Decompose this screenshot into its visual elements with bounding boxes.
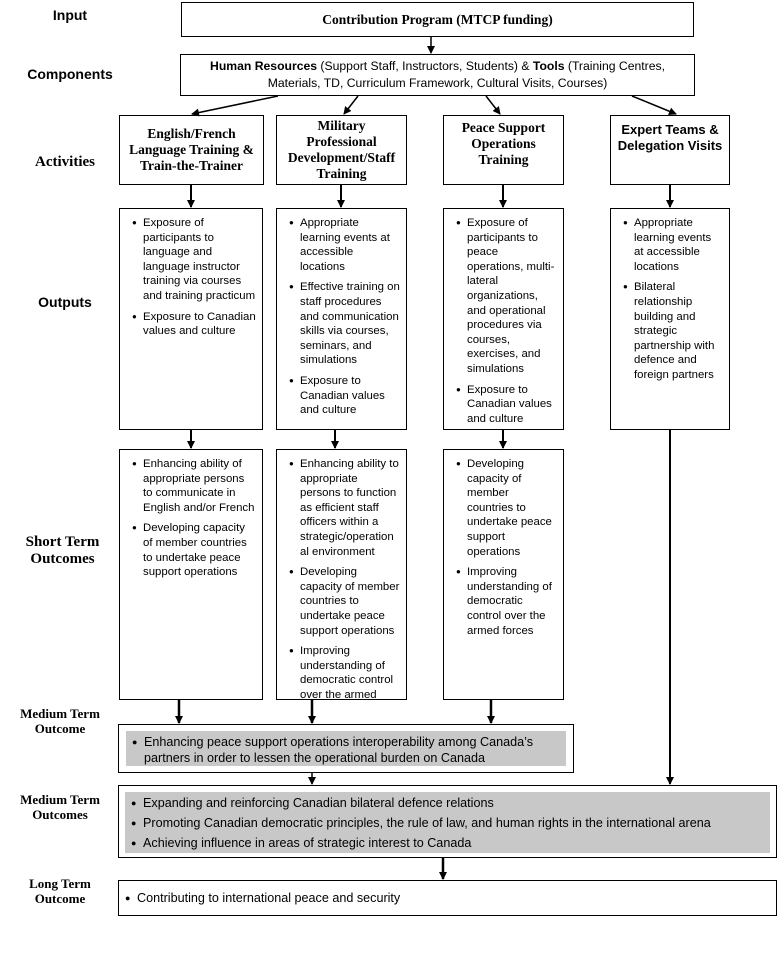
row-label-activities: Activities xyxy=(35,154,95,170)
list-item: ● Enhancing ability to appropriate persons to function as efficient staff officers within a strategic/operation al environment xyxy=(289,457,400,559)
row-label-long-term: Long Term Outcome xyxy=(29,876,91,906)
list-item: ● Appropriate learning events at accessible locations xyxy=(289,216,400,274)
list-item: ● Exposure of participants to peace operations, multi-lateral organizations, and operational procedures via courses, exercises, and simulations xyxy=(456,216,557,377)
list-item: ● Enhancing peace support operations interoperability among Canada’s partners in order to lessen the operational burden on Canada xyxy=(132,734,562,766)
list-item: ● Expanding and reinforcing Canadian bilateral defence relations xyxy=(131,795,766,811)
activity-peace-support-label: Peace Support Operations Training xyxy=(461,120,546,167)
list-item: ● Exposure to Canadian values and culture xyxy=(289,374,400,418)
row-label-input: Input xyxy=(52,7,88,23)
activity-language-training-label: English/French Language Training & Train-the-Trainer xyxy=(129,126,254,173)
row-label-outputs: Outputs xyxy=(38,294,92,310)
arrow-components-activity-4 xyxy=(632,96,676,114)
list-item: ● Improving understanding of democratic control over the armed forces xyxy=(456,565,557,638)
row-label-medium-term-2: Medium Term Outcomes xyxy=(20,792,100,822)
list-item: ● Achieving influence in areas of strategic interest to Canada xyxy=(131,835,766,851)
row-label-short-term: Short Term Outcomes xyxy=(25,534,100,567)
tools-label: Tools xyxy=(532,59,565,73)
list-item: ● Developing capacity of member countries to undertake peace support operations xyxy=(456,457,557,559)
row-label-components: Components xyxy=(27,66,113,82)
list-item: ● Enhancing ability of appropriate persons to communicate in English and/or French xyxy=(132,457,256,515)
row-label-medium-term-1: Medium Term Outcome xyxy=(20,706,100,736)
list-item: ● Improving understanding of democratic control over the armed xyxy=(289,644,400,702)
list-item: ● Bilateral relationship building and strategic partnership with defence and foreign partners xyxy=(623,280,723,382)
list-item: ● Appropriate learning events at accessible locations xyxy=(623,216,723,274)
input-box-text: Contribution Program (MTCP funding) xyxy=(322,11,553,27)
list-item: ● Exposure to Canadian values and culture xyxy=(132,310,256,339)
list-item: ● Developing capacity of member countries to undertake peace support operations xyxy=(132,521,256,579)
tools-detail: (Training Centres, Materials, TD, Curriculum Framework, Cultural Visits, Courses) xyxy=(267,59,665,90)
list-item: ● Effective training on staff procedures and communication skills via courses, seminars, and simulations xyxy=(289,280,400,368)
arrow-components-activity-3 xyxy=(486,96,500,114)
human-resources-detail: (Support Staff, Instructors, Students) & xyxy=(317,59,533,73)
list-item: ● Exposure of participants to language and language instructor training via courses and training practicum xyxy=(132,216,256,304)
human-resources-label: Human Resources xyxy=(210,59,318,73)
list-item: ● Developing capacity of member countries to undertake peace support operations xyxy=(289,565,400,638)
activity-expert-teams-label: Expert Teams & Delegation Visits xyxy=(617,122,723,153)
list-item: ● Exposure to Canadian values and culture xyxy=(456,383,557,427)
list-item: ● Contributing to international peace and security xyxy=(125,890,772,906)
activity-military-pd-label: Military Professional Development/Staff Training xyxy=(287,118,396,181)
arrow-components-activity-1 xyxy=(192,96,278,114)
list-item: ● Promoting Canadian democratic principles, the rule of law, and human rights in the international arena xyxy=(131,815,766,831)
arrow-components-activity-2 xyxy=(344,96,358,114)
